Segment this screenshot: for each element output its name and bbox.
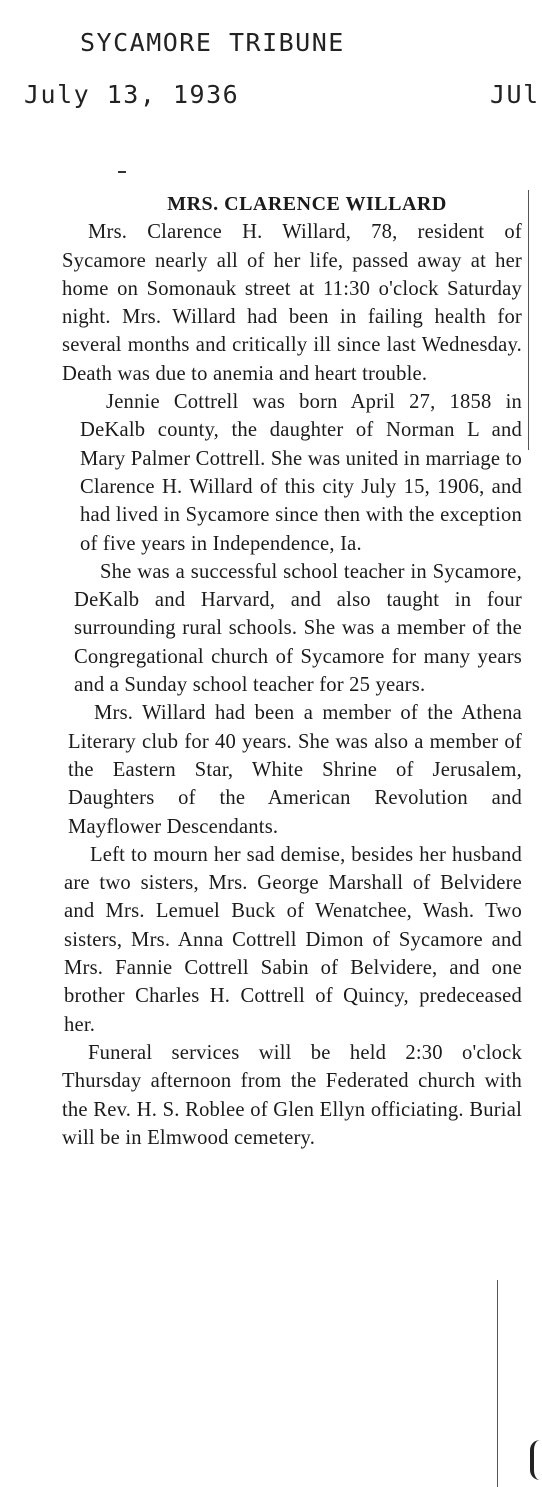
paragraph-3: She was a successful school teacher in Sycamore, DeKalb and Harvard, and also taught in four surrounding rural schools. She was a member of the Congregational church of Sycamore for many years and a Sunday school teacher for 25 years. <box>74 560 522 697</box>
paragraph-4: Mrs. Willard had been a member of the Athena Literary club for 40 years. She was also a member of the Eastern Star, White Shrine of Jerusalem, Daughters of the American Revolution and Mayflower Descendants. <box>68 702 522 838</box>
adjacent-clipping-date-fragment: JUl <box>490 80 540 109</box>
clipping-edge-line-lower <box>497 1280 498 1487</box>
paragraph-5: Left to mourn her sad demise, besides her husband are two sisters, Mrs. George Marshall of Belvidere and Mrs. Lemuel Buck of Wenatchee, Wash. Two sisters, Mrs. Anna Cottrell Dimon of Sycamore and Mrs. Fannie Cottrell Sabin of Belvidere, and one brother Charles H. Cottrell of Quincy, predeceased her. <box>64 843 522 1036</box>
headline: MRS. CLARENCE WILLARD <box>167 193 447 215</box>
publication-date: July 13, 1936 <box>24 80 240 109</box>
paragraph-1: Mrs. Clarence H. Willard, 78, resident of Sycamore nearly all of her life, passed away at her home on Somonauk street at 11:30 o'clock Saturday night. Mrs. Willard had been in failing health for several months and critically ill since last Wednesday. Death was due to anemia and heart trouble. <box>62 221 522 385</box>
paragraph-6: Funeral services will be held 2:30 o'clock Thursday afternoon from the Federated church with the Rev. H. S. Roblee of Glen Ellyn officiating. Burial will be in Elmwood cemetery. <box>62 1041 522 1149</box>
clipping-edge-line <box>528 190 529 450</box>
obituary-article <box>62 190 522 1152</box>
newspaper-name: SYCAMORE TRIBUNE <box>80 28 345 57</box>
paragraph-2: Jennie Cottrell was born April 27, 1858 in DeKalb county, the daughter of Norman L and Mary Palmer Cottrell. She was united in marriage to Clarence H. Willard of this city July 15, 1906, and had lived in Sycamore since then with the exception of five years in Independence, Ia. <box>80 391 522 555</box>
adjacent-clipping-edge-mark <box>530 1440 542 1480</box>
print-speck <box>118 171 126 173</box>
